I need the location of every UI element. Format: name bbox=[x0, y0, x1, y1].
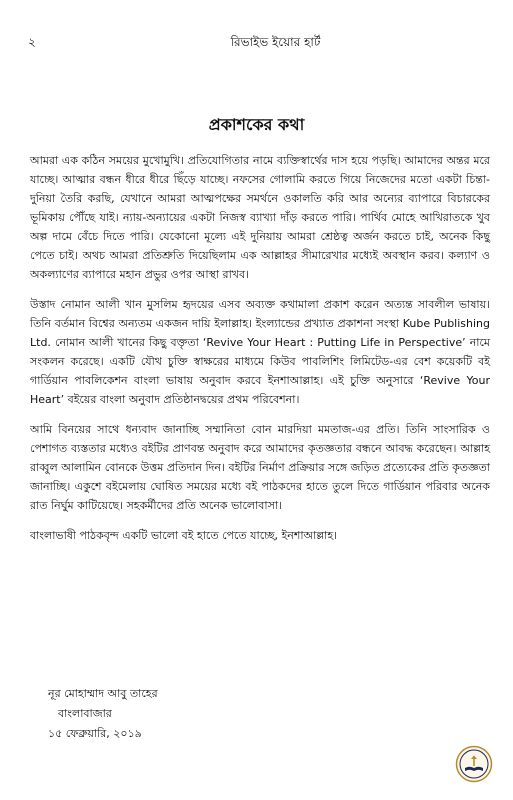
signature-place: বাংলাবাজার bbox=[58, 707, 112, 720]
signature-name: নূর মোহাম্মাদ আবু তাহের bbox=[48, 687, 158, 700]
paragraph: উস্তাদ নোমান আলী খান মুসলিম হৃদয়ের এসব অব্যক্ত কথামালা প্রকাশ করেন অত্যন্ত সাবলীল ভাষায়। তিনি বর্তমান বিশ্বের অন্যতম একজন দায়ি ইলাল্লাহ। ইংল্যান্ডের প্রখ্যাত প্রকাশনা সংস্থা Kube Publishing Ltd. নোমান আলী খানের কিছু বক্তৃতা ‘Revive Your Heart : Putting Life in Perspective’ নামে সংকলন করেছে। একটি যৌথ চুক্তি স্বাক্ষরের মাধ্যমে কিউব পাবলিশিং লিমিটেড-এর বেশ কয়েকটি বই গার্ডিয়ান পাবলিকেশন বাংলা ভাষায় অনুবাদ করবে ইনশাআল্লাহ। এই চুক্তি অনুসারে ‘Revive Your Heart’ বইয়ের বাংলা অনুবাদ প্রতিষ্ঠানদ্বয়ের প্রথম পরিবেশনা। bbox=[30, 298, 490, 406]
publisher-logo-icon bbox=[455, 745, 493, 783]
running-title: রিভাইভ ইয়োর হার্ট bbox=[230, 35, 321, 49]
signature-date: ১৫ ফেব্রুয়ারি, ২০১৯ bbox=[48, 727, 142, 740]
page-number: ২ bbox=[28, 35, 36, 49]
page-header bbox=[28, 34, 493, 54]
page-title: প্রকাশকের কথা bbox=[208, 115, 305, 134]
paragraph: আমরা এক কঠিন সময়ের মুখোমুখি। প্রতিযোগিতার নামে ব্যক্তিস্বার্থের দাস হয়ে পড়ছি। আমাদের অন্তর মরে যাচ্ছে। আত্মার বন্ধন ধীরে ধীরে ছিঁড়ে যাচ্ছে। নফসের গোলামি করতে গিয়ে নিজেদের মতো একটা চিন্তা-দুনিয়া তৈরি করছি, যেখানে আমরা আত্মপক্ষের সমর্থনে ওকালতি করি আর অন্যের ব্যাপারে বিচারকের ভূমিকায় পৌঁছে যাই। ন্যায়-অন্যায়ের একটা নিজস্ব ব্যাখ্যা দাঁড় করতে পারি। পার্থিব মোহে আখিরাতকে খুব অল্প দামে বেঁচে দিতে পারি। যেকোনো মূল্যে এই দুনিয়ায় আমরা শ্রেষ্ঠত্ব অর্জন করতে চাই, অনেক কিছু পেতে চাই। অথচ আমরা প্রতিশ্রুতি দিয়েছিলাম এক আল্লাহর সীমারেখার মধ্যেই অবস্থান করব। কল্যাণ ও অকল্যাণের ব্যাপারে মহান প্রভুর ওপর আস্থা রাখব। bbox=[30, 154, 490, 281]
paragraph: আমি বিনয়ের সাথে ধন্যবাদ জানাচ্ছি সম্মানিতা বোন মারদিয়া মমতাজ-এর প্রতি। তিনি সাংসারিক ও পেশাগত ব্যস্ততার মধ্যেও বইটির প্রাণবন্ত অনুবাদ করে আমাদের কৃতজ্ঞতার বন্ধনে আবদ্ধ করেছেন। আল্লাহ রাব্বুল আলামিন বোনকে উত্তম প্রতিদান দিন। বইটির নির্মাণ প্রক্রিয়ার সঙ্গে জড়িত প্রত্যেকের প্রতি কৃতজ্ঞতা জানাচ্ছি। একুশে বইমেলায় ঘোষিত সময়ের মধ্যে বই পাঠকদের হাতে তুলে দিতে গার্ডিয়ান পরিবার অনেক রাত নির্ঘুম কাটিয়েছে। সহকর্মীদের প্রতি অনেক ভালোবাসা। bbox=[30, 423, 490, 512]
publisher-note-body bbox=[30, 151, 490, 556]
signature-block bbox=[48, 684, 158, 744]
paragraph: বাংলাভাষী পাঠকবৃন্দ একটি ভালো বই হাতে পেতে যাচ্ছে, ইনশাআল্লাহ। bbox=[30, 529, 338, 542]
